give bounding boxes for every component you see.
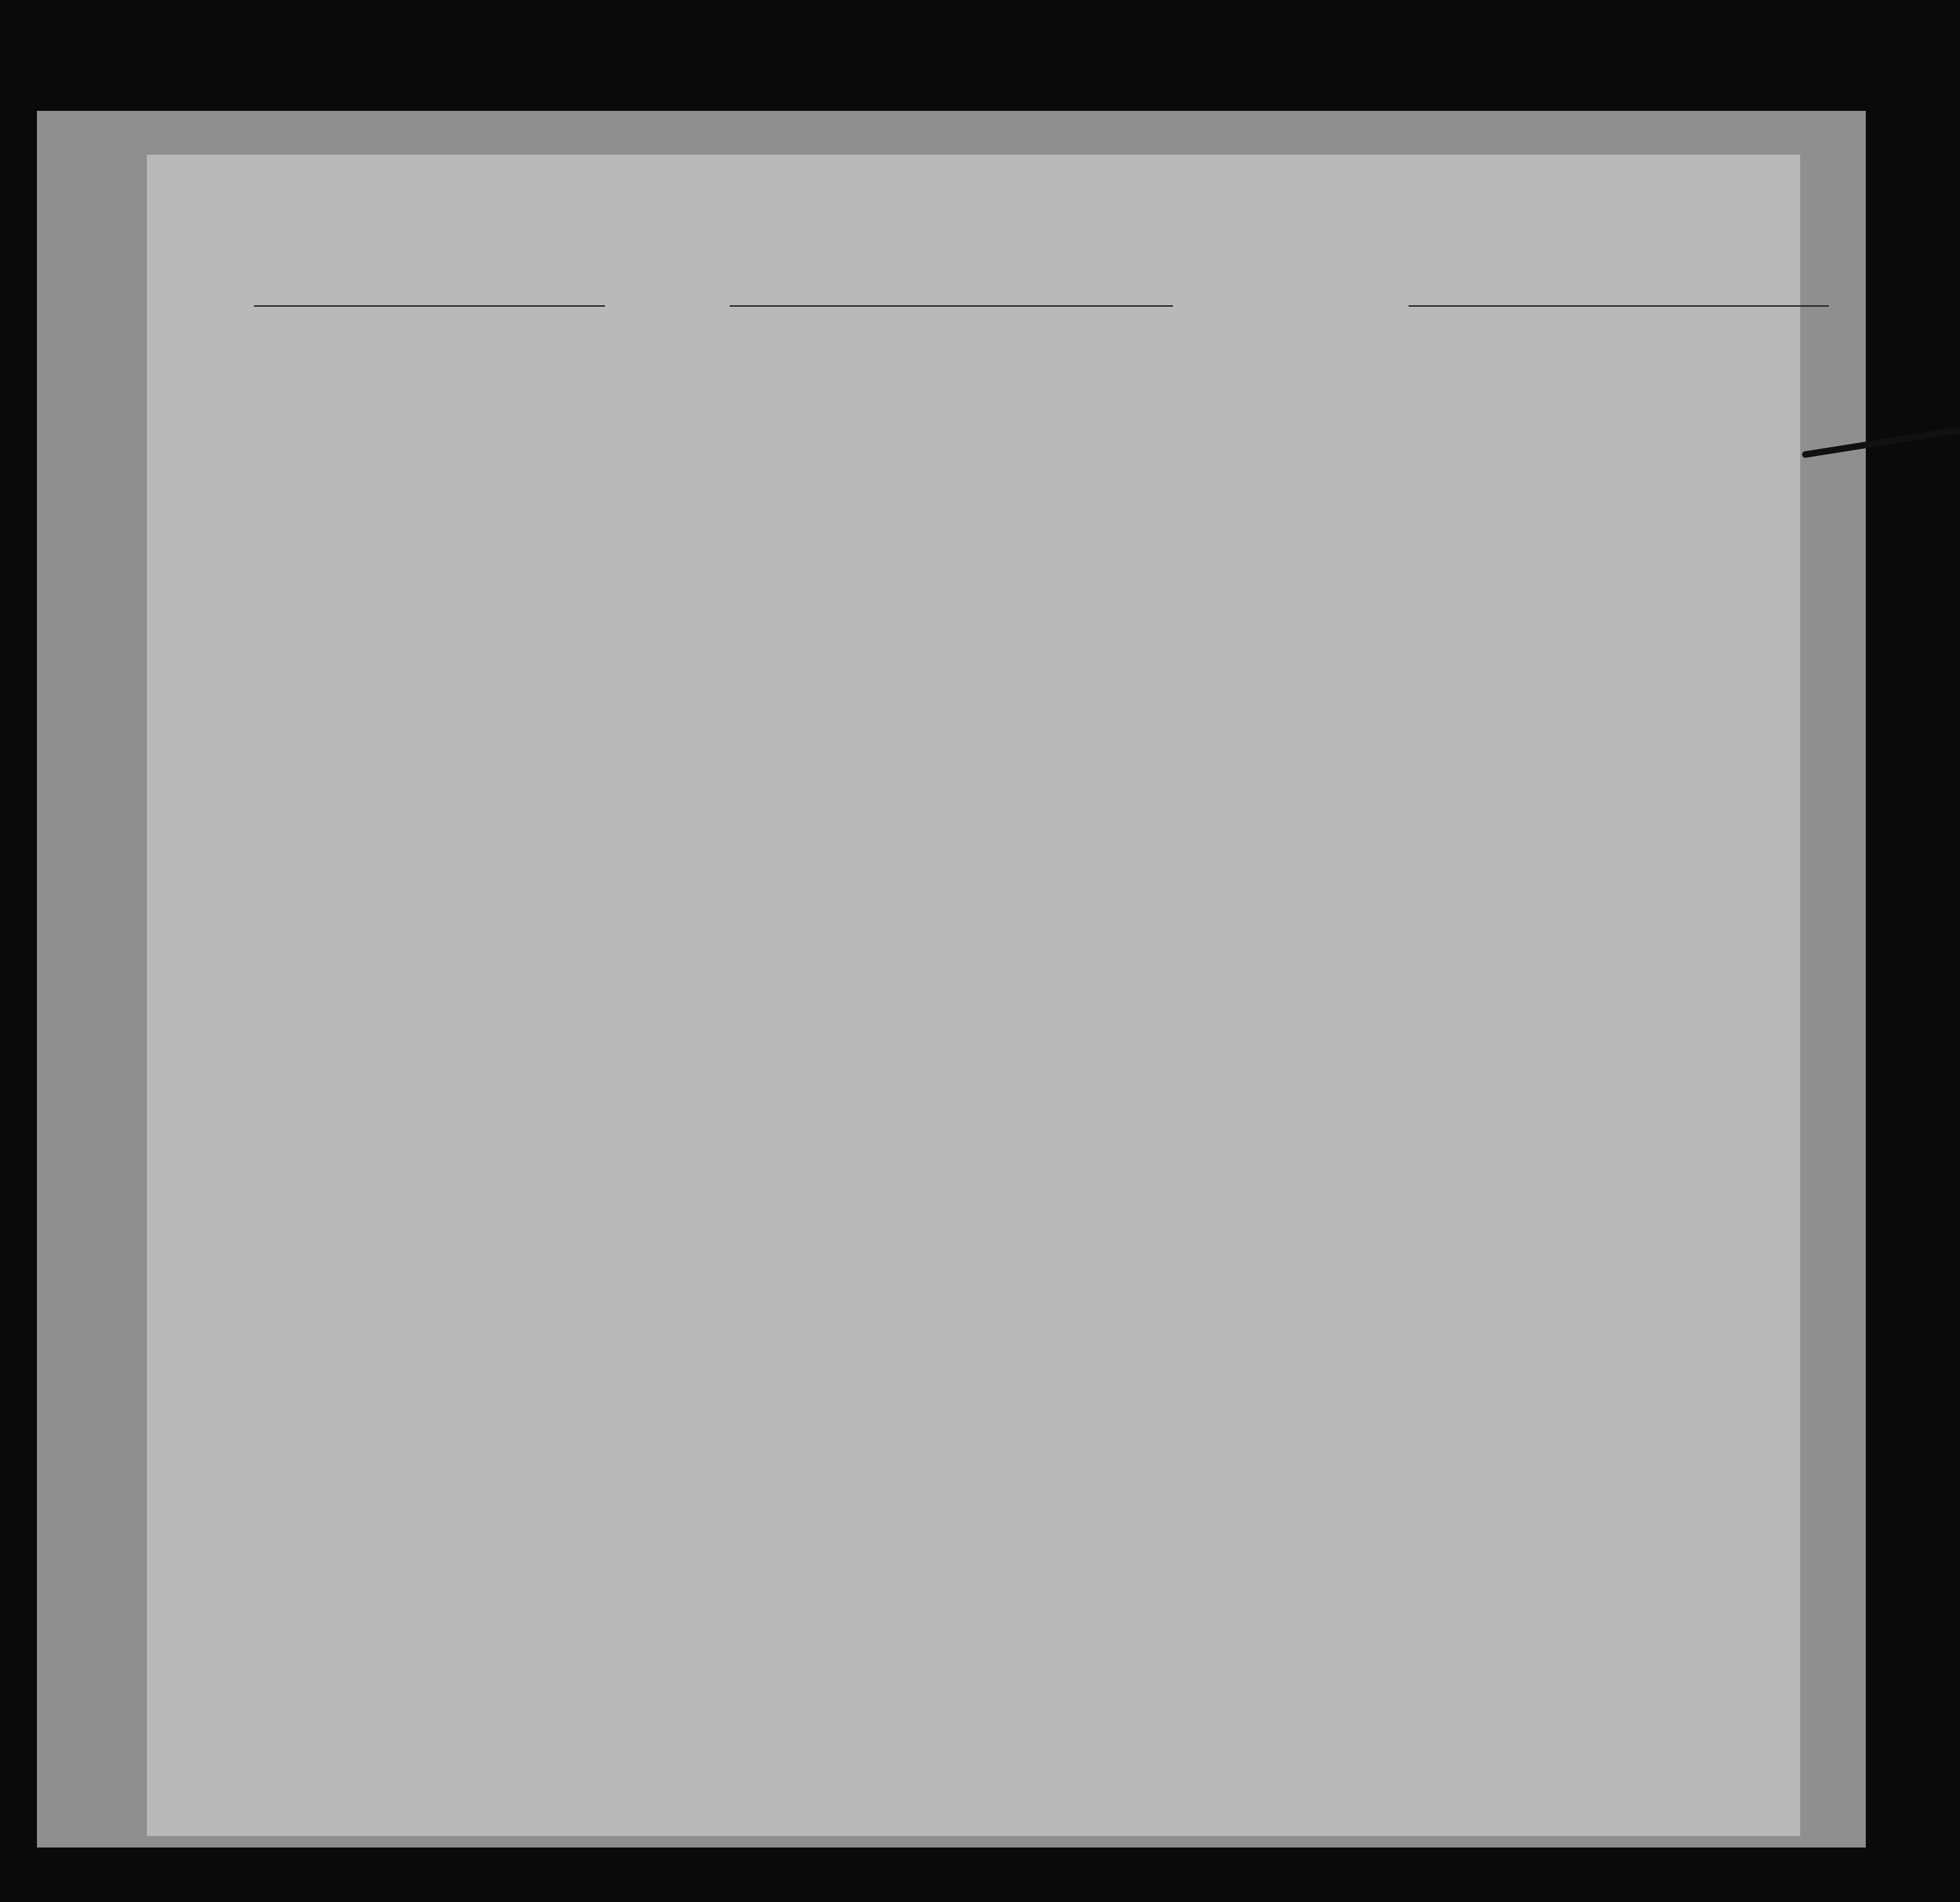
- voyage-line: [203, 276, 1797, 309]
- manifest-sheet: [147, 155, 1800, 1836]
